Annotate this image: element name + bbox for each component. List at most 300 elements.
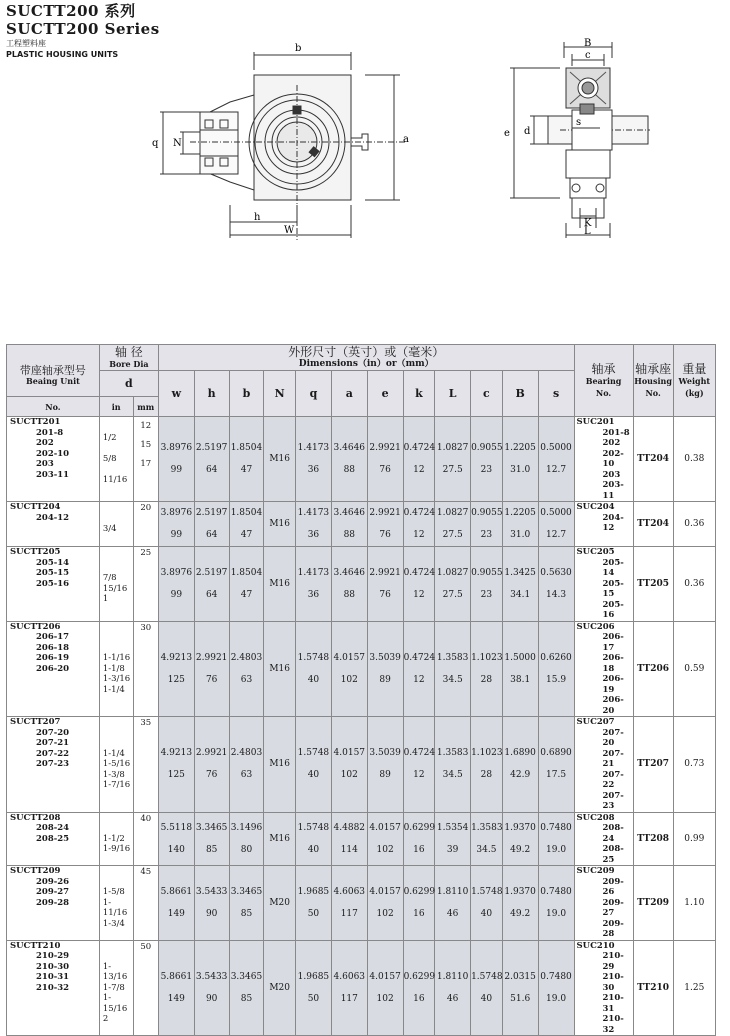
dim-mm: 50 [307,908,320,919]
dim-col-k: k [403,371,435,417]
housing-no: TT204 [633,417,673,502]
dim-cell-N [264,417,296,502]
dim-inch: 1.0827 [436,567,469,578]
dim-mm: 90 [205,993,218,1004]
dim-cell-h [194,812,229,866]
unit-no-cell [7,621,100,717]
dim-thread: M16 [269,759,291,770]
bearing-sub-no: 202 [602,438,621,448]
dim-mm: 23 [480,530,493,540]
bore-inch: 2 [102,1014,109,1024]
dim-mm: 89 [379,770,391,781]
dim-col-a: a [331,371,367,417]
dim-mm: 27.5 [442,465,463,475]
dim-col-h: h [194,371,229,417]
dim-mm: 34.5 [442,770,463,781]
dim-cell-a [331,502,367,547]
dim-cell-b [229,812,264,866]
dim-cell-B [502,621,538,717]
bearing-sub-no: 204-12 [602,512,624,533]
dim-inch: 2.9921 [369,567,401,578]
dim-inch: 1.5354 [436,822,469,833]
dim-col-w: w [158,371,194,417]
bore-inch: 15/16 [102,583,128,594]
housing-no: TT204 [633,502,673,547]
dim-inch: 5.5118 [160,822,193,833]
unit-sub-no: 206-18 [36,642,70,653]
bore-inch [103,877,133,888]
col-shaft-header: 轴 径 Bore Dia [99,345,158,371]
bore-inch-cell [99,940,133,1036]
bore-inch [103,563,133,574]
dim-mm: 49.2 [510,844,531,855]
unit-sub-no: 203 [36,459,54,469]
label-N: N [173,138,182,149]
bearing-sub-no: 209-28 [602,918,624,939]
dim-cell-N [264,940,296,1036]
dim-cell-b [229,866,264,941]
label-d: d [524,126,531,137]
dim-mm: 102 [376,844,394,855]
dim-inch: 1.8110 [436,886,469,897]
dim-cell-b [229,940,264,1036]
dim-inch: 1.8110 [436,971,469,982]
dim-inch: 4.9213 [160,652,193,663]
dim-mm: 34.1 [510,589,531,600]
dim-cell-q [296,502,332,547]
dim-inch: 3.4646 [333,443,366,453]
dim-cell-c [471,812,503,866]
dim-cell-L [435,717,471,813]
bore-inch [103,738,133,749]
dim-mm: 149 [167,908,185,919]
col-unit-header: 带座轴承型号 [7,345,100,397]
dim-cell-a [331,940,367,1036]
dim-mm: 40 [307,844,320,855]
dim-inch: 3.8976 [160,443,193,453]
label-K: K [584,218,592,229]
dim-mm: 49.2 [510,908,531,919]
table-row [7,547,716,622]
bearing-sub-no: 203 [602,469,621,480]
weight: 0.99 [673,812,715,866]
dim-cell-h [194,417,229,502]
dim-mm: 42.9 [510,770,531,781]
table-row [7,417,716,502]
bearing-no-cell [574,812,633,866]
dim-mm: 85 [240,908,253,919]
label-L: L [584,226,591,237]
dim-mm: 76 [379,465,391,475]
bore-inch-cell [99,866,133,941]
unit-sub-no: 207-23 [36,759,70,769]
dim-inch: 5.8661 [160,886,193,897]
weight: 0.36 [673,547,715,622]
label-W: W [284,225,295,236]
dim-inch: 0.6299 [403,971,436,982]
dim-cell-B [502,940,538,1036]
dim-thread: M16 [269,663,291,674]
col-unit-en-header: Beaing Unit No. [7,397,100,417]
dim-mm: 31.0 [510,465,531,475]
dim-cell-a [331,621,367,717]
dim-inch: 1.3583 [471,822,503,833]
dim-inch: 4.9213 [160,748,193,759]
table-row [7,717,716,813]
dim-mm: 12 [413,465,425,475]
bore-mm-cell [133,417,158,502]
bore-mm-cell [133,812,158,866]
dim-mm: 12 [413,589,425,600]
dim-inch: 1.0827 [436,443,469,453]
bore-inch [103,643,133,654]
dim-mm: 36 [307,465,320,475]
dim-inch: 2.9921 [195,748,228,759]
bearing-no-cell [574,547,633,622]
dim-cell-w [158,621,194,717]
bore-inch [103,514,133,525]
dim-cell-a [331,417,367,502]
dim-mm: 15.9 [546,674,567,685]
dim-cell-h [194,621,229,717]
bore-inch-cell [99,417,133,502]
weight: 1.25 [673,940,715,1036]
table-row [7,621,716,717]
dim-cell-L [435,417,471,502]
dim-cell-c [471,866,503,941]
dim-inch: 1.0827 [436,508,469,518]
bore-inch: 1-1/4 [102,684,125,695]
bore-inch: 1-15/16 [102,993,128,1014]
bearing-sub-no: 206-18 [602,653,624,674]
dim-inch: 0.4724 [403,508,436,518]
bearing-sub-no: 208-24 [602,823,624,844]
dim-mm: 12 [413,674,425,685]
unit-sub-no: 209-26 [36,876,70,887]
title-cn: SUCTT200 系列 [6,2,136,20]
dim-inch: 1.5748 [297,652,330,663]
dim-inch: 0.9055 [471,508,503,518]
dim-inch: 3.8976 [160,567,193,578]
dim-inch: 1.5748 [297,822,330,833]
bearing-no: SUC206 [576,621,615,632]
dim-cell-s [538,940,574,1036]
bore-mm: 45 [140,867,152,877]
housing-no: TT206 [633,621,673,717]
dim-mm: 88 [343,530,356,540]
dim-mm: 34.5 [476,844,497,855]
dim-cell-s [538,502,574,547]
unit-no: SUCTT208 [10,812,61,823]
bore-inch: 1-7/8 [102,982,125,993]
dim-cell-e [367,621,403,717]
bearing-sub-no: 206-20 [602,695,624,716]
dim-col-L: L [435,371,471,417]
housing-no: TT210 [633,940,673,1036]
dim-mm: 23 [480,465,493,475]
dim-mm: 76 [205,770,218,781]
dim-mm: 23 [480,589,493,600]
dim-inch: 0.7480 [540,971,572,982]
dim-cell-h [194,940,229,1036]
dim-cell-N [264,866,296,941]
col-bearing-header: 轴承 Bearing No. [574,345,633,417]
col-weight-header: 重量 Weight (kg) [673,345,715,417]
dim-inch: 1.8504 [230,508,263,518]
bearing-sub-no: 205-15 [602,578,624,599]
dim-mm: 12.7 [546,465,567,475]
dim-mm: 27.5 [442,530,463,540]
dim-cell-k [403,621,435,717]
unit-sub-no: 206-20 [36,663,70,674]
dim-cell-c [471,547,503,622]
dim-inch: 0.6260 [540,652,572,663]
unit-sub-no: 205-16 [36,578,70,589]
bearing-no: SUC209 [576,866,615,876]
dim-inch: 0.5000 [540,443,572,453]
dim-cell-e [367,812,403,866]
dim-cell-k [403,417,435,502]
bore-mm-cell [133,502,158,547]
subtitle-en: PLASTIC HOUSING UNITS [6,50,119,59]
col-mm-header: mm [133,397,158,417]
dim-mm: 102 [340,770,358,781]
bore-mm: 40 [140,813,152,824]
dim-inch: 0.4724 [403,652,436,663]
weight: 0.36 [673,502,715,547]
dim-mm: 88 [343,589,356,600]
dim-inch: 0.5000 [540,508,572,518]
unit-no-cell [7,502,100,547]
dim-cell-L [435,502,471,547]
dim-cell-N [264,621,296,717]
dim-inch: 1.9370 [504,822,536,833]
dim-inch: 3.3465 [230,886,263,897]
dim-mm: 64 [205,530,218,540]
bearing-no: SUC208 [576,812,615,823]
bearing-no-cell [574,717,633,813]
dim-cell-s [538,717,574,813]
dim-inch: 1.9685 [297,886,330,897]
dim-col-B: B [502,371,538,417]
dim-mm: 40 [480,908,493,919]
dim-cell-q [296,866,332,941]
unit-sub-no: 204-12 [36,512,70,523]
dim-mm: 117 [340,908,358,919]
dim-mm: 140 [167,844,185,855]
weight: 1.10 [673,866,715,941]
dim-mm: 76 [205,674,218,685]
dim-cell-s [538,812,574,866]
unit-no-cell [7,547,100,622]
bore-inch-cell [99,812,133,866]
bearing-sub-no: 206-19 [602,674,624,695]
col-dims-header: 外形尺寸（英寸）或（毫米） Dimensions（in）or（mm） [158,345,574,371]
dim-cell-N [264,502,296,547]
dim-thread: M20 [269,897,291,908]
dim-cell-c [471,417,503,502]
bore-mm: 30 [140,622,152,633]
unit-sub-no: 207-20 [36,727,70,738]
dim-mm: 90 [205,908,218,919]
bore-inch: 1-7/16 [102,780,131,790]
housing-no: TT209 [633,866,673,941]
dim-mm: 40 [307,770,320,781]
housing-no: TT205 [633,547,673,622]
unit-sub-no: 206-19 [36,653,70,663]
bore-inch: 11/16 [102,474,128,485]
bore-inch: 1-5/16 [102,759,131,769]
dim-mm: 99 [170,589,183,600]
bore-inch-cell [99,547,133,622]
dim-cell-B [502,417,538,502]
dim-mm: 19.0 [546,844,567,855]
dim-inch: 1.8504 [230,443,263,453]
bearing-sub-no: 205-14 [602,557,624,578]
bore-mm-cell [133,866,158,941]
dim-col-c: c [471,371,503,417]
bore-inch: 1-11/16 [102,897,128,918]
bearing-sub-no: 207-22 [602,769,624,790]
dim-cell-L [435,621,471,717]
weight: 0.38 [673,417,715,502]
bearing-no-cell [574,621,633,717]
dim-inch: 4.0157 [369,971,401,982]
dim-mm: 76 [379,530,391,540]
bearing-sub-no: 210-31 [602,993,624,1014]
spec-table [6,344,716,1036]
dim-cell-B [502,547,538,622]
dim-mm: 40 [307,674,320,685]
dim-inch: 1.2205 [504,508,536,518]
dim-inch: 3.3465 [195,822,228,833]
bearing-no: SUC201 [576,417,615,427]
unit-no-cell [7,417,100,502]
bearing-no: SUC204 [576,502,615,512]
bore-inch-cell [99,717,133,813]
dim-inch: 1.9370 [504,886,536,897]
dim-mm: 17.5 [546,770,567,781]
dim-inch: 1.1023 [471,652,503,663]
bearing-sub-no: 208-25 [602,844,624,865]
dim-cell-N [264,547,296,622]
dim-mm: 28 [480,770,493,781]
dim-mm: 99 [170,465,183,475]
unit-no-cell [7,940,100,1036]
dim-cell-q [296,417,332,502]
unit-sub-no: 210-29 [36,951,70,961]
dim-cell-L [435,547,471,622]
dim-cell-a [331,866,367,941]
dim-mm: 14.3 [546,589,567,600]
dim-cell-h [194,717,229,813]
dim-inch: 1.4173 [297,443,330,453]
dim-mm: 38.1 [510,674,531,685]
unit-sub-no: 206-17 [36,632,70,642]
unit-sub-no: 210-31 [36,972,70,982]
dim-thread: M20 [269,982,291,993]
unit-sub-no: 208-25 [36,833,70,844]
dim-mm: 50 [307,993,320,1004]
dim-inch: 4.0157 [369,886,401,897]
label-b: b [295,43,302,54]
weight: 0.73 [673,717,715,813]
dim-thread: M16 [269,833,291,844]
bore-inch [103,823,133,834]
label-B: B [584,38,592,49]
bearing-sub-no: 202-10 [602,448,624,469]
dim-inch: 0.6299 [403,886,436,897]
dim-cell-w [158,417,194,502]
label-e: e [504,128,510,139]
dim-inch: 4.6063 [333,971,366,982]
bearing-sub-no: 209-27 [602,897,624,918]
unit-no: SUCTT209 [10,866,61,876]
col-in-header: in [99,397,133,417]
bearing-no: SUC205 [576,547,615,557]
unit-sub-no: 210-30 [36,961,70,972]
dim-inch: 0.7480 [540,822,572,833]
dim-cell-s [538,547,574,622]
dim-cell-k [403,547,435,622]
bore-mm: 12 [140,421,152,431]
dim-inch: 1.4173 [297,567,330,578]
bore-inch-cell [99,621,133,717]
dim-mm: 39 [446,844,459,855]
bore-inch: 1/2 [102,432,117,443]
unit-no: SUCTT204 [10,502,61,512]
dim-cell-e [367,502,403,547]
dim-inch: 3.4646 [333,567,366,578]
dim-mm: 19.0 [546,908,567,919]
dim-inch: 4.6063 [333,886,366,897]
dim-cell-a [331,547,367,622]
bore-mm-cell [133,717,158,813]
dim-inch: 3.1496 [230,822,263,833]
dim-cell-a [331,812,367,866]
bore-inch: 1-9/16 [102,844,131,854]
dim-cell-e [367,417,403,502]
table-row [7,866,716,941]
dim-cell-B [502,866,538,941]
dim-inch: 2.4803 [230,652,263,663]
dim-mm: 125 [167,674,185,685]
dim-cell-s [538,417,574,502]
dim-mm: 16 [413,844,425,855]
label-c: c [585,50,591,61]
dim-col-N: N [264,371,296,417]
dim-mm: 114 [340,844,358,855]
dim-mm: 102 [376,993,394,1004]
dim-cell-q [296,547,332,622]
dim-mm: 47 [240,530,253,540]
bore-mm-cell [133,940,158,1036]
label-q: q [152,138,159,149]
dim-inch: 1.5748 [297,748,330,759]
dim-cell-w [158,502,194,547]
unit-sub-no: 201-8 [36,427,64,438]
dim-mm: 46 [446,993,459,1004]
bearing-sub-no: 207-20 [602,727,624,748]
dim-thread: M16 [269,519,291,529]
dim-mm: 40 [480,993,493,1004]
dim-mm: 89 [379,674,391,685]
dim-cell-B [502,502,538,547]
bore-mm: 35 [140,718,152,728]
dim-cell-B [502,812,538,866]
bore-mm: 50 [140,941,152,952]
unit-no: SUCTT210 [10,940,61,951]
